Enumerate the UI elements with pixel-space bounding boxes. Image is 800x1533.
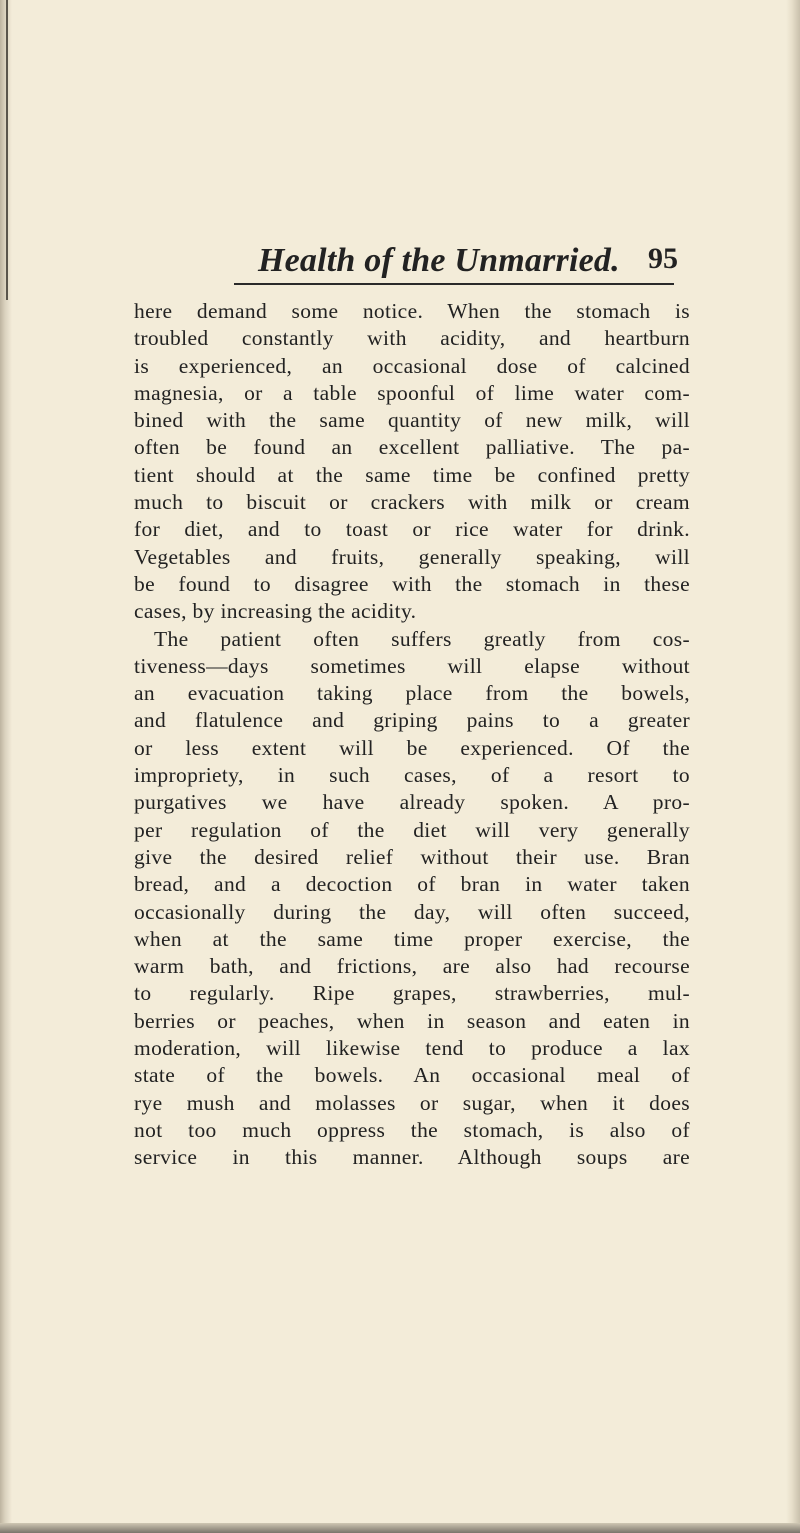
text-line: occasionally during the day, will often succeed, <box>134 899 690 924</box>
running-title: Health of the Unmarried. <box>258 242 620 279</box>
header-rule <box>234 283 674 285</box>
text-line: or less extent will be experienced. Of the <box>134 735 690 760</box>
text-line: tiveness—days sometimes will elapse without <box>134 653 690 678</box>
text-line: troubled constantly with acidity, and heartburn <box>134 326 690 351</box>
paragraph-start-line: The patient often suffers greatly from cos- <box>154 626 690 651</box>
text-line: cases, by increasing the acidity. <box>134 599 417 624</box>
text-line: here demand some notice. When the stomach is <box>134 299 690 323</box>
text-line: state of the bowels. An occasional meal of <box>134 1063 690 1088</box>
page-bottom-edge <box>0 1523 800 1533</box>
text-line: bread, and a decoction of bran in water taken <box>134 872 690 897</box>
text-line: for diet, and to toast or rice water for drink. <box>134 517 690 542</box>
text-line: service in this manner. Although soups are <box>134 1145 690 1170</box>
page-right-edge <box>786 0 800 1533</box>
text-line: when at the same time proper exercise, the <box>134 926 690 951</box>
text-line: purgatives we have already spoken. A pro- <box>134 790 690 815</box>
text-line: bined with the same quantity of new milk, will <box>134 408 690 433</box>
text-line: and flatulence and griping pains to a greater <box>134 708 690 733</box>
text-line: give the desired relief without their use. Bran <box>134 844 690 869</box>
page-number: 95 <box>648 242 678 275</box>
text-line: to regularly. Ripe grapes, strawberries, mul- <box>134 981 690 1006</box>
text-line: magnesia, or a table spoonful of lime water com- <box>134 380 690 405</box>
body-text <box>134 298 690 1172</box>
page-edge-line <box>6 0 8 300</box>
text-line: rye mush and molasses or sugar, when it does <box>134 1090 690 1115</box>
text-line: not too much oppress the stomach, is also of <box>134 1117 690 1142</box>
text-line: be found to disagree with the stomach in these <box>134 571 690 596</box>
running-head <box>258 242 698 282</box>
text-line: is experienced, an occasional dose of calcined <box>134 353 690 378</box>
text-line: per regulation of the diet will very generally <box>134 817 690 842</box>
text-line: tient should at the same time be confined pretty <box>134 462 690 487</box>
text-line: moderation, will likewise tend to produce a lax <box>134 1036 690 1061</box>
text-line: an evacuation taking place from the bowels, <box>134 681 690 706</box>
text-line: much to biscuit or crackers with milk or cream <box>134 490 690 515</box>
text-line: Vegetables and fruits, generally speaking, will <box>134 544 690 569</box>
text-line: impropriety, in such cases, of a resort to <box>134 763 690 788</box>
text-line: often be found an excellent palliative. The pa- <box>134 435 690 460</box>
text-line: berries or peaches, when in season and eaten in <box>134 1008 690 1033</box>
text-line: warm bath, and frictions, are also had recourse <box>134 954 690 979</box>
